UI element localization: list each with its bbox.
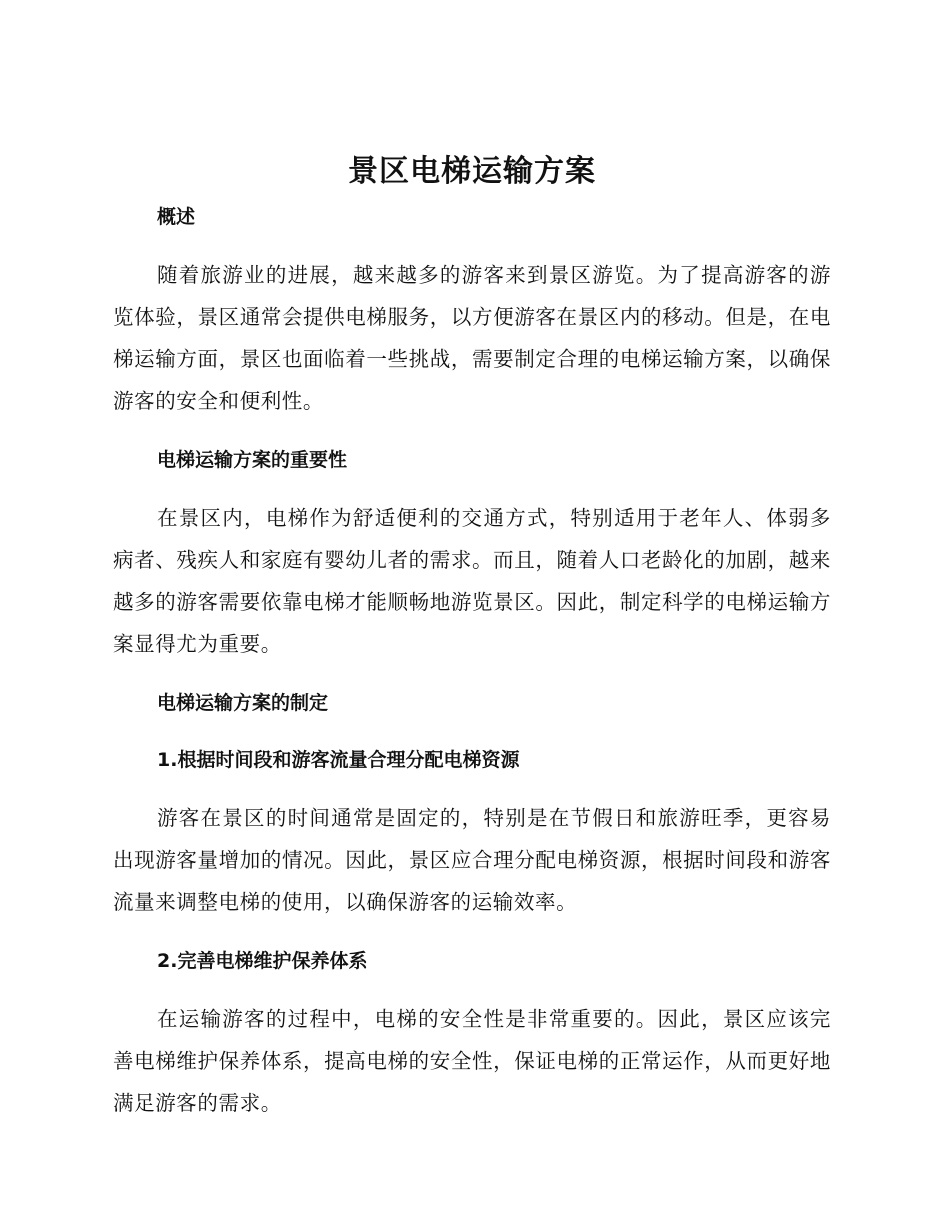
subsection-heading-point1: 1.根据时间段和游客流量合理分配电梯资源: [157, 749, 520, 771]
paragraph-overview: 随着旅游业的进展，越来越多的游客来到景区游览。为了提高游客的游览体验，景区通常会提供电梯服务，以方便游客在景区内的移动。但是，在电梯运输方面，景区也面临着一些挑战，需要制定合理的电梯运输方案，以确保游客的安全和便利性。: [113, 263, 831, 413]
paragraph-point1: 游客在景区的时间通常是固定的，特别是在节假日和旅游旺季，更容易出现游客量增加的情况。因此，景区应合理分配电梯资源，根据时间段和游客流量来调整电梯的使用，以确保游客的运输效率。: [113, 806, 831, 914]
paragraph-point2: 在运输游客的过程中，电梯的安全性是非常重要的。因此，景区应该完善电梯维护保养体系，提高电梯的安全性，保证电梯的正常运作，从而更好地满足游客的需求。: [113, 1007, 831, 1115]
subsection-heading-point2: 2.完善电梯维护保养体系: [157, 950, 368, 972]
section-heading-overview: 概述: [157, 206, 196, 228]
paragraph-importance: 在景区内，电梯作为舒适便利的交通方式，特别适用于老年人、体弱多病者、残疾人和家庭有婴幼儿者的需求。而且，随着人口老龄化的加剧，越来越多的游客需要依靠电梯才能顺畅地游览景区。因此，制定科学的电梯运输方案显得尤为重要。: [113, 506, 831, 656]
document-title: 景区电梯运输方案: [348, 154, 596, 189]
section-heading-importance: 电梯运输方案的重要性: [157, 449, 348, 471]
document-page: [113, 150, 831, 1124]
section-heading-formulation: 电梯运输方案的制定: [157, 692, 329, 714]
